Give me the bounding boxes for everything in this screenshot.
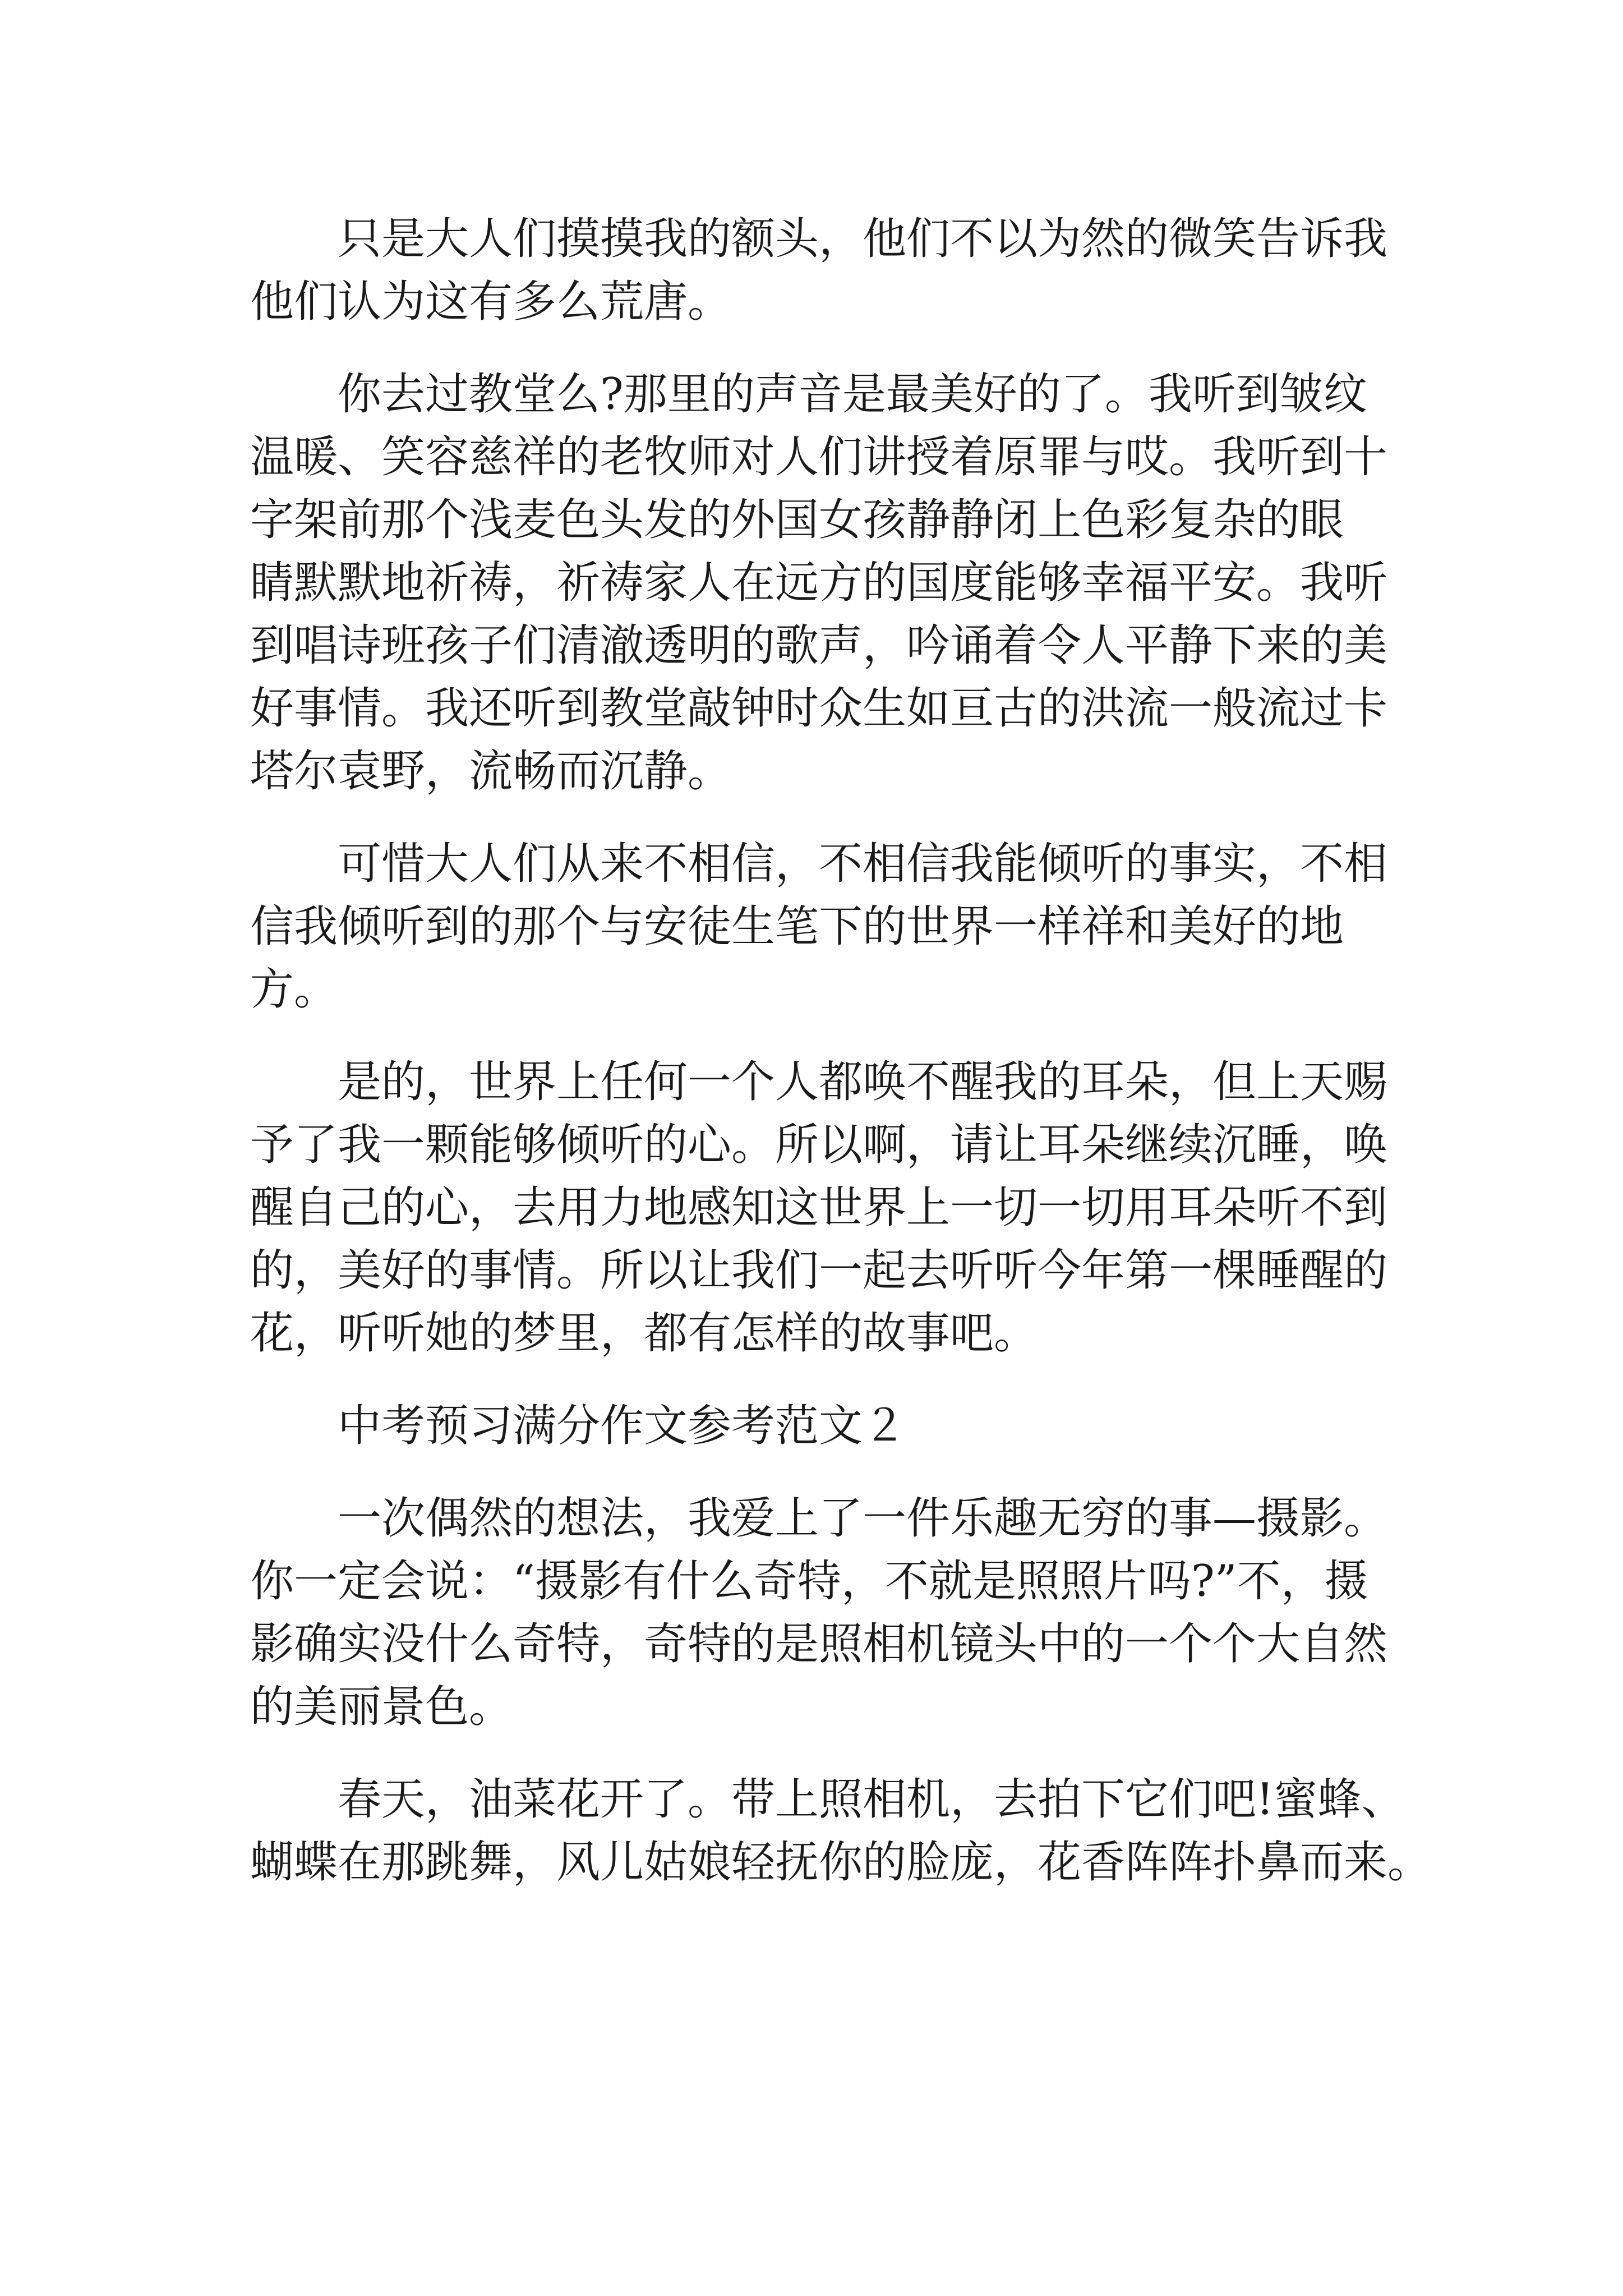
text-line: 是的，世界上任何一个人都唤不醒我的耳朵，但上天赐 [338,1057,1388,1107]
text-line: 他们认为这有多么荒唐。 [250,277,732,327]
text-line: 温暖、笑容慈祥的老牧师对人们讲授着原罪与哎。我听到十 [250,432,1388,482]
text-line: 你一定会说：“摄影有什么奇特，不就是照照片吗?”不，摄 [250,1556,1368,1607]
text-line: 一次偶然的想法，我爱上了一件乐趣无穷的事—摄影。 [338,1493,1388,1544]
text-line: 的，美好的事情。所以让我们一起去听听今年第一棵睡醒的 [250,1245,1388,1296]
text-line: 可惜大人们从来不相信，不相信我能倾听的事实，不相 [338,839,1388,889]
text-line: 予了我一颗能够倾听的心。所以啊，请让耳朵继续沉睡，唤 [250,1120,1388,1170]
text-line: 信我倾听到的那个与安徒生笔下的世界一样祥和美好的地 [250,901,1344,952]
text-line: 好事情。我还听到教堂敲钟时众生如亘古的洪流一般流过卡 [250,683,1388,734]
text-line: 醒自己的心，去用力地感知这世界上一切一切用耳朵听不到 [250,1182,1388,1233]
paragraph [250,1487,1388,1738]
text-line: 方。 [250,964,338,1015]
paragraph [250,363,1388,803]
text-line: 影确实没什么奇特，奇特的是照相机镜头中的一个个大自然 [250,1619,1388,1669]
heading-line: 中考预习满分作文参考范文２ [338,1401,907,1451]
text-line: 只是大人们摸摸我的额头，他们不以为然的微笑告诉我 [338,214,1388,264]
paragraph [250,208,1388,333]
document-body [250,208,1432,1894]
paragraph [250,832,1388,1021]
text-line: 到唱诗班孩子们清澈透明的歌声，吟诵着令人平静下来的美 [250,620,1388,671]
paragraph [250,1768,1432,1894]
text-line: 蝴蝶在那跳舞，风儿姑娘轻抚你的脸庞，花香阵阵扑鼻而来。 [250,1837,1432,1888]
text-line: 花，听听她的梦里，都有怎样的故事吧。 [250,1308,1038,1359]
text-line: 塔尔袁野，流畅而沉静。 [250,746,732,797]
paragraph [250,1051,1388,1365]
text-line: 的美丽景色。 [250,1682,513,1732]
text-line: 你去过教堂么?那里的声音是最美好的了。我听到皱纹 [338,369,1367,420]
section-heading [250,1395,1377,1457]
text-line: 字架前那个浅麦色头发的外国女孩静静闭上色彩复杂的眼 [250,495,1344,545]
text-line: 睛默默地祈祷，祈祷家人在远方的国度能够幸福平安。我听 [250,558,1388,608]
text-line: 春天，油菜花开了。带上照相机，去拍下它们吧!蜜蜂、 [338,1774,1405,1825]
